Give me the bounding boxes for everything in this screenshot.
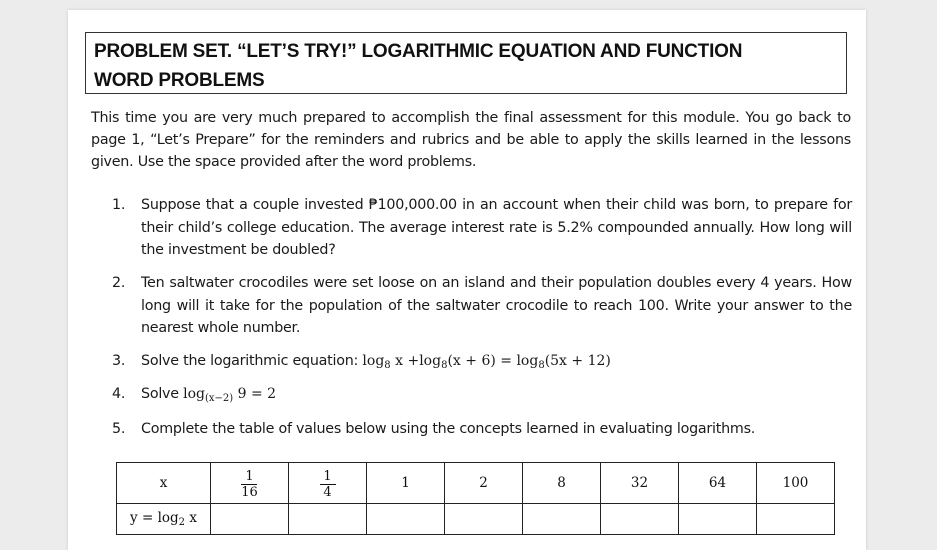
problem-number: 1. (112, 197, 126, 213)
problem-number: 4. (112, 386, 126, 402)
answer-cell[interactable] (523, 504, 601, 535)
document-page (68, 10, 866, 550)
table-cell: 1 (367, 463, 445, 504)
answer-cell[interactable] (211, 504, 289, 535)
problem-text: Complete the table of values below using the concepts learned in evaluating logarithms. (141, 421, 756, 437)
title-line-1: PROBLEM SET. “LET’S TRY!” LOGARITHMIC EQUATION AND FUNCTION (94, 41, 743, 62)
problem-4 (112, 383, 852, 411)
answer-cell[interactable] (289, 504, 367, 535)
problem-number: 5. (112, 421, 126, 437)
table-cell: 64 (679, 463, 757, 504)
problem-lead: Solve the logarithmic equation: (141, 353, 363, 369)
table-row-y (117, 504, 835, 535)
problem-set-title (85, 32, 847, 94)
problem-lead: Solve (141, 386, 184, 402)
table-cell: 32 (601, 463, 679, 504)
problem-2 (112, 272, 852, 340)
title-line-2: WORD PROBLEMS (94, 70, 265, 91)
table-cell: 100 (757, 463, 835, 504)
row-label-y: $y = \log_2 x$ (117, 504, 211, 535)
log-equation: $\log_8 x +\log_8(x + 6) = \log_8(5x + 12)$ (362, 353, 611, 371)
answer-cell[interactable] (757, 504, 835, 535)
answer-cell[interactable] (679, 504, 757, 535)
problem-5 (112, 418, 852, 441)
table-cell: $\frac{1}{4}$ (289, 463, 367, 504)
answer-cell[interactable] (445, 504, 523, 535)
problem-text: Ten saltwater crocodiles were set loose on an island and their population doubles every 4 years. How long will it take for the population of the saltwater crocodile to reach 100. Write your answer to the nearest whole number. (141, 275, 852, 336)
answer-cell[interactable] (601, 504, 679, 535)
row-label-x: x (117, 463, 211, 504)
table-cell: 2 (445, 463, 523, 504)
table-cell: 8 (523, 463, 601, 504)
problem-text (141, 350, 852, 378)
problem-text: Suppose that a couple invested ₱100,000.00 in an account when their child was born, to prepare for their child’s college education. The average interest rate is 5.2% compounded annually. How long will the investment be doubled? (141, 197, 852, 258)
problem-number: 2. (112, 275, 126, 291)
problem-1 (112, 194, 852, 262)
table-cell: $\frac{1}{16}$ (211, 463, 289, 504)
intro-paragraph: This time you are very much prepared to accomplish the final assessment for this module. You go back to page 1, “Let’s Prepare” for the reminders and rubrics and be able to apply the skills learned in the lessons given. Use the space provided after the word problems. (91, 110, 851, 170)
log-equation: $\log_{(x-2)} 9 = 2$ (183, 386, 277, 404)
problem-text (141, 383, 852, 411)
answer-cell[interactable] (367, 504, 445, 535)
problem-3 (112, 350, 852, 378)
values-table (116, 462, 835, 535)
table-row-x (117, 463, 835, 504)
problem-number: 3. (112, 353, 126, 369)
